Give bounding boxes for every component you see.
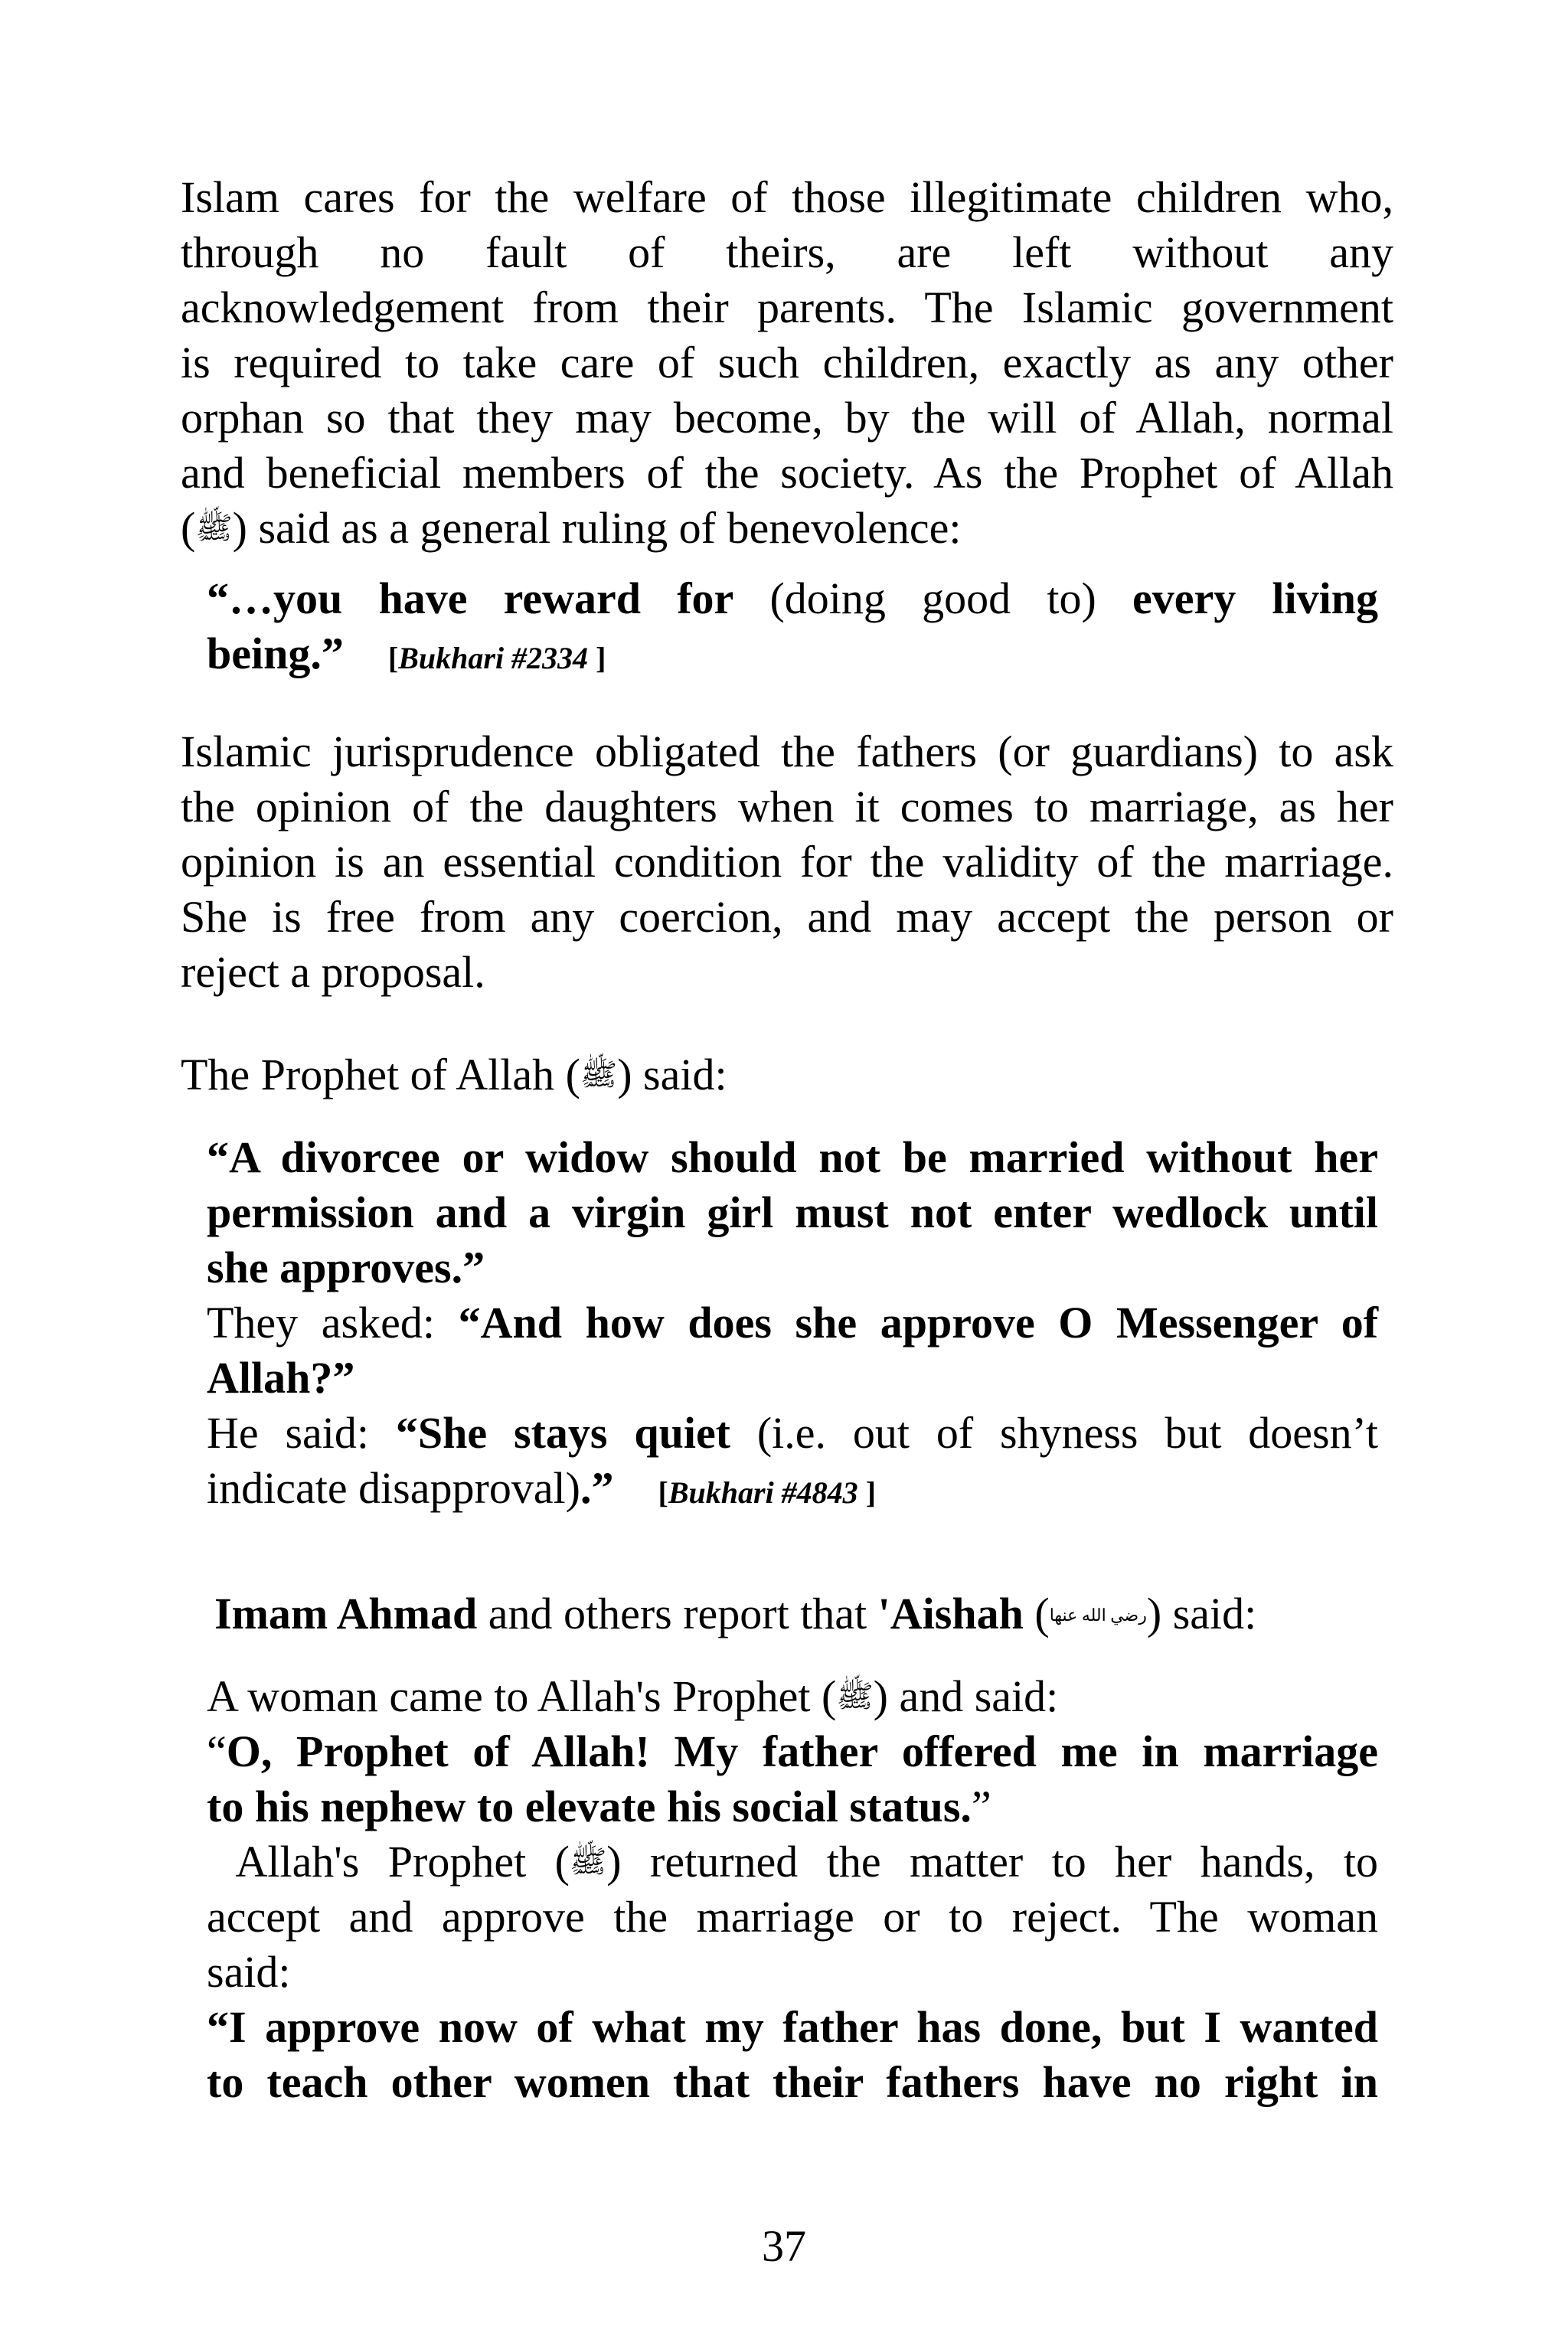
pbuh-icon: ﷺ [836, 1679, 874, 1713]
text-line: permission and a virgin girl must not enter wedlock until [207, 1187, 1378, 1237]
text-line: to his nephew to elevate his social status.” [207, 1782, 991, 1831]
text-line: to teach other women that their fathers have no right in [207, 2057, 1378, 2107]
paragraph-welfare [181, 170, 1393, 556]
hadith-quote-reward [207, 571, 1378, 686]
text-line: Islam cares for the welfare of those illegitimate children who, [181, 172, 1393, 222]
paragraph-imam-ahmad [214, 1586, 1386, 1643]
text-line: Allah?” [207, 1353, 355, 1403]
text-line: She is free from any coercion, and may accept the person or [181, 892, 1393, 942]
text-line: A woman came to Allah's Prophet (ﷺ) and said: [207, 1669, 1378, 1724]
text-line: “O, Prophet of Allah! My father offered me in marriage [207, 1726, 1378, 1776]
text-line [207, 571, 1378, 626]
text-line: The Prophet of Allah (ﷺ) said: [181, 1047, 1393, 1102]
text-line: “A divorcee or widow should not be married without her [207, 1132, 1378, 1182]
paragraph-woman-story [207, 1669, 1378, 2110]
text-line: and beneficial members of the society. As the Prophet of Allah [181, 448, 1393, 498]
quote-text: “…you have reward for [207, 573, 734, 623]
text-line: “I approve now of what my father has done, but I wanted [207, 2002, 1378, 2052]
text-line: They asked: “And how does she approve O Messenger of [207, 1298, 1379, 1348]
text-line: (ﷺ) said as a general ruling of benevolence: [181, 501, 1393, 556]
paragraph-jurisprudence [181, 724, 1393, 1000]
text-line: through no fault of theirs, are left without any [181, 227, 1393, 277]
text-line: said: [207, 1947, 291, 1997]
pbuh-icon: ﷺ [569, 1844, 607, 1879]
text-line: accept and approve the marriage or to reject. The woman [207, 1892, 1378, 1942]
text-line: Islamic jurisprudence obligated the fathers (or guardians) to ask [181, 727, 1393, 776]
quote-aside: (doing good to) [769, 573, 1096, 623]
text-line: reject a proposal. [181, 947, 485, 997]
text-line: indicate disapproval).” [Bukhari #4843 ] [207, 1463, 877, 1513]
text-line: she approves.” [207, 1243, 485, 1292]
text-line: Allah's Prophet (ﷺ) returned the matter to her hands, to [207, 1834, 1378, 1890]
paragraph-prophet-said [181, 1047, 1393, 1102]
hadith-reference: [Bukhari #2334 ] [387, 641, 606, 675]
hadith-quote-consent [207, 1130, 1378, 1521]
quote-text: every living [1132, 573, 1379, 623]
text-line: Imam Ahmad and others report that 'Aishah (رضي الله عنها) said: [214, 1586, 1386, 1643]
pbuh-icon: ﷺ [195, 511, 233, 545]
text-line: acknowledgement from their parents. The Islamic government [181, 283, 1393, 332]
text-fragment: said as a general ruling of benevolence: [258, 503, 962, 553]
text-line: the opinion of the daughters when it comes to marriage, as her [181, 782, 1393, 831]
text-line: opinion is an essential condition for the validity of the marriage. [181, 837, 1393, 887]
hadith-reference: [Bukhari #4843 ] [658, 1475, 877, 1510]
text-line: He said: “She stays quiet (i.e. out of shyness but doesn’t [207, 1408, 1379, 1458]
quote-text: being.” [207, 629, 344, 678]
text-line [207, 626, 1378, 686]
radiyallahu-anha-icon: رضي الله عنها [1049, 1606, 1147, 1625]
page-number: 37 [762, 2221, 806, 2271]
text-line: is required to take care of such children, exactly as any other [181, 338, 1393, 387]
pbuh-icon: ﷺ [580, 1057, 618, 1092]
text-line: orphan so that they may become, by the will of Allah, normal [181, 393, 1393, 443]
